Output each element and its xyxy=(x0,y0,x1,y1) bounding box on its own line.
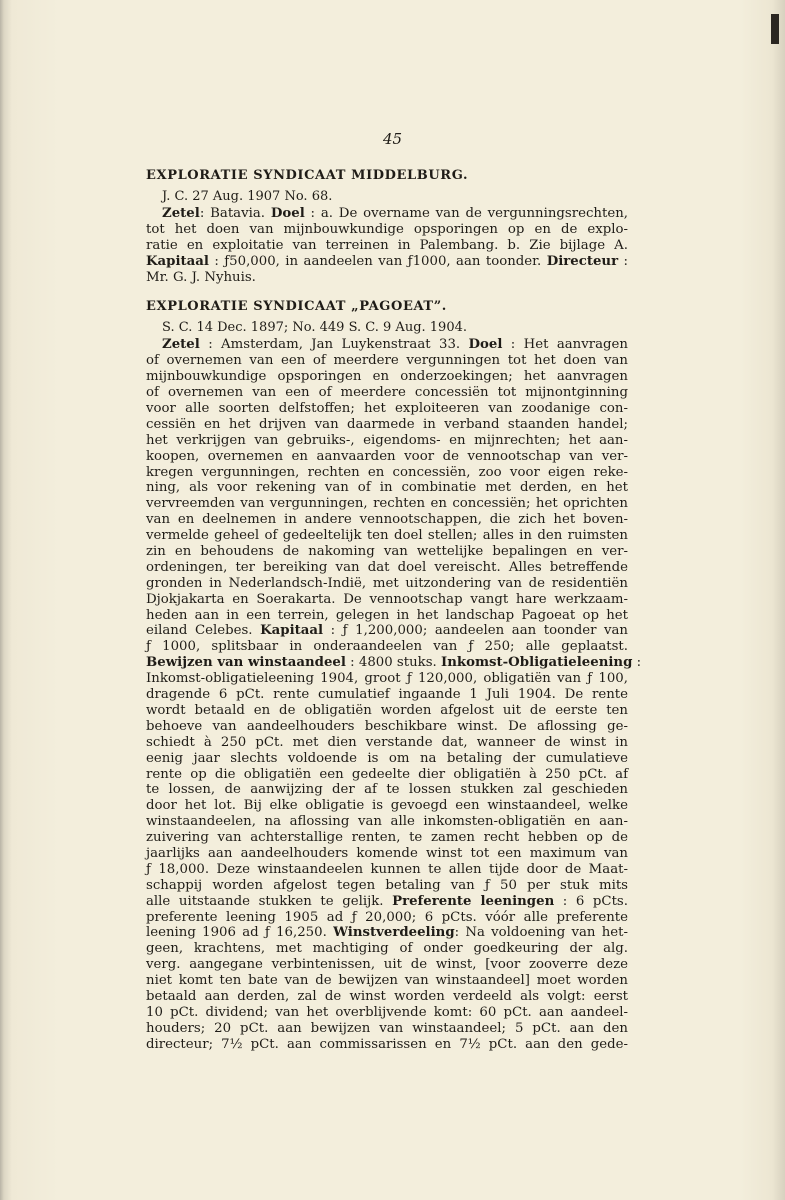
text-segment: of overnemen van een of meerdere concessiën tot mijnontginning xyxy=(146,385,628,401)
field-label: Zetel xyxy=(162,337,200,353)
text-line xyxy=(146,862,628,878)
text-segment: cessiën en het drijven van daarmede in verband staanden handel; xyxy=(146,416,628,432)
text-line xyxy=(146,1005,628,1021)
text-line xyxy=(146,846,628,862)
text-segment: rente op die obligatiën een gedeelte dier obligatiën à 250 pCt. af xyxy=(146,766,628,782)
text-line xyxy=(146,560,628,576)
text-line xyxy=(146,528,628,544)
text-line xyxy=(146,655,642,671)
text-line xyxy=(146,1021,628,1037)
text-segment: mijnbouwkundige opsporingen en onderzoekingen; het aanvragen xyxy=(146,369,628,385)
text-line xyxy=(146,925,628,941)
text-line xyxy=(146,337,628,353)
text-segment: heden aan in een terrein, gelegen in het landschap Pagoeat op het xyxy=(146,607,628,623)
text-line xyxy=(146,449,628,465)
text-line xyxy=(146,433,628,449)
text-line xyxy=(146,608,628,624)
text-segment: van en deelnemen in andere vennootschappen, die zich het boven- xyxy=(146,512,628,528)
text-segment: gronden in Nederlandsch-Indië, met uitzondering van de residentiën xyxy=(146,575,628,591)
text-segment: leening 1906 ad ƒ 16,250. xyxy=(146,925,334,941)
text-segment: ning, als voor rekening van of in combinatie met derden, en het xyxy=(146,480,628,496)
text-line xyxy=(146,401,628,417)
text-segment: schappij worden afgelost tegen betaling van ƒ 50 per stuk mits xyxy=(146,877,628,893)
text-segment: : Amsterdam, Jan Luykenstraat 33. xyxy=(199,337,469,353)
text-segment: tot het doen van mijnbouwkundige opsporingen op en de explo- xyxy=(146,221,628,237)
text-segment: kregen vergunningen, rechten en concessiën, zoo voor eigen reke- xyxy=(146,464,628,480)
text-segment: voor alle soorten delfstoffen; het exploiteeren van zoodanige con- xyxy=(146,401,628,417)
text-segment: Mr. G. J. Nyhuis. xyxy=(146,269,256,285)
text-segment: : Het aanvragen xyxy=(502,337,628,353)
text-segment: verg. aangegane verbintenissen, uit de winst, [voor zooverre deze xyxy=(146,957,628,973)
text-line xyxy=(146,639,628,655)
text-segment: : Na voldoening van het- xyxy=(454,925,628,941)
text-line xyxy=(146,369,628,385)
text-segment: : Batavia. xyxy=(199,206,271,221)
field-label: Inkomst-Obligatieleening xyxy=(441,655,633,671)
text-line xyxy=(146,814,628,830)
text-segment: schiedt à 250 pCt. met dien verstande dat, wanneer de winst in xyxy=(146,734,628,750)
text-line xyxy=(146,687,628,703)
text-segment: behoeve van aandeelhouders beschikbare winst. De aflossing ge- xyxy=(146,718,628,734)
text-segment: : a. De overname van de vergunningsrechten, xyxy=(304,206,628,221)
text-line xyxy=(146,465,628,481)
text-segment: : xyxy=(632,655,642,671)
text-segment: : ƒ 1,200,000; aandeelen aan toonder van xyxy=(323,623,628,639)
text-segment: vermelde geheel of gedeeltelijk ten doel stellen; alles in den ruimsten xyxy=(146,528,628,544)
text-segment: geen, krachtens, met machtiging of onder goedkeuring der alg. xyxy=(146,941,628,957)
text-line xyxy=(146,671,628,687)
text-line xyxy=(146,417,628,433)
text-line xyxy=(146,973,628,989)
text-segment: : xyxy=(618,253,628,269)
text-line xyxy=(146,592,628,608)
page-tab-marker xyxy=(771,14,779,44)
text-line xyxy=(146,238,628,254)
section-meta: S. C. 14 Dec. 1897; No. 449 S. C. 9 Aug. 1904. xyxy=(162,320,467,336)
text-line xyxy=(146,544,628,560)
text-line xyxy=(146,878,628,894)
text-segment: directeur; 7½ pCt. aan commissarissen en 7½ pCt. aan den gede- xyxy=(146,1036,628,1052)
text-segment: houders; 20 pCt. aan bewijzen van winstaandeel; 5 pCt. aan den xyxy=(146,1020,628,1036)
text-segment: winstaandeelen, na aflossing van alle inkomsten-obligatiën en aan- xyxy=(146,814,628,830)
text-line xyxy=(146,496,628,512)
text-segment: eiland Celebes. xyxy=(146,623,261,639)
text-segment: : 6 pCts. xyxy=(554,893,628,909)
text-line xyxy=(146,830,628,846)
text-segment: het verkrijgen van gebruiks-, eigendoms- en mijnrechten; het aan- xyxy=(146,432,628,448)
text-line xyxy=(146,353,628,369)
text-segment: zin en behoudens de nakoming van wettelijke bepalingen en ver- xyxy=(146,544,628,560)
text-segment: : 4800 stuks. xyxy=(345,655,441,671)
text-line xyxy=(146,751,628,767)
text-segment: of overnemen van een of meerdere vergunningen tot het doen van xyxy=(146,353,628,369)
text-segment: ƒ 18,000. Deze winstaandeelen kunnen te allen tijde door de Maat- xyxy=(146,861,628,877)
text-segment: vervreemden van vergunningen, rechten en concessiën; het oprichten xyxy=(146,496,628,512)
text-line xyxy=(146,941,628,957)
text-line xyxy=(146,957,628,973)
section-meta: J. C. 27 Aug. 1907 No. 68. xyxy=(162,189,333,204)
text-line xyxy=(146,254,628,270)
field-label: Winstverdeeling xyxy=(333,925,455,941)
text-segment: niet komt ten bate van de bewijzen van winstaandeel] moet worden xyxy=(146,973,628,989)
text-segment: wordt betaald en de obligatiën worden afgelost uit de eerste ten xyxy=(146,702,628,718)
field-label: Kapitaal xyxy=(146,253,209,269)
text-line xyxy=(146,989,628,1005)
text-segment: ƒ 1000, splitsbaar in onderaandeelen van ƒ 250; alle geplaatst. xyxy=(146,639,628,655)
section-body xyxy=(146,206,628,285)
section-title: EXPLORATIE SYNDICAAT „PAGOEAT”. xyxy=(146,299,447,315)
text-segment: preferente leening 1905 ad ƒ 20,000; 6 pCts. vóór alle preferente xyxy=(146,909,628,925)
field-label: Bewijzen van winstaandeel xyxy=(146,655,346,671)
text-line xyxy=(146,703,628,719)
text-segment: koopen, overnemen en aanvaarden voor de vennootschap van ver- xyxy=(146,448,628,464)
text-segment: Inkomst-obligatieleening 1904, groot ƒ 120,000, obligatiën van ƒ 100, xyxy=(146,671,628,687)
field-label: Kapitaal xyxy=(260,623,324,639)
section-title: EXPLORATIE SYNDICAAT MIDDELBURG. xyxy=(146,168,469,183)
text-segment: dragende 6 pCt. rente cumulatief ingaande 1 Juli 1904. De rente xyxy=(146,687,628,703)
text-segment: ordeningen, ter bereiking van dat doel vereischt. Alles betreffende xyxy=(146,559,628,575)
text-segment: door het lot. Bij elke obligatie is gevoegd een winstaandeel, welke xyxy=(146,798,628,814)
field-label: Directeur xyxy=(546,253,619,269)
page-number: 45 xyxy=(382,130,403,148)
text-segment: ratie en exploitatie van terreinen in Palembang. b. Zie bijlage A. xyxy=(146,237,628,253)
text-line xyxy=(146,735,628,751)
text-segment: : ƒ50,000, in aandeelen van ƒ1000, aan toonder. xyxy=(208,253,547,269)
section-body xyxy=(146,337,642,1052)
field-label: Doel xyxy=(270,206,305,221)
text-line xyxy=(146,719,628,735)
text-segment: zuivering van achterstallige renten, te zamen recht hebben op de xyxy=(146,830,628,846)
text-line xyxy=(146,767,628,783)
text-line xyxy=(146,910,628,926)
text-line xyxy=(146,385,628,401)
text-line xyxy=(146,576,628,592)
text-line xyxy=(146,798,628,814)
text-line xyxy=(146,512,628,528)
field-label: Preferente leeningen xyxy=(392,893,555,909)
text-line xyxy=(146,480,628,496)
field-label: Zetel xyxy=(162,206,200,221)
page-content xyxy=(146,168,642,1053)
text-line xyxy=(146,222,628,238)
text-line xyxy=(146,206,628,222)
text-segment: eenig jaar slechts voldoende is om na betaling der cumulatieve xyxy=(146,750,628,766)
section-middelburg xyxy=(146,168,628,285)
section-pagoeat xyxy=(146,299,642,1052)
text-line xyxy=(146,782,628,798)
text-line xyxy=(146,270,628,286)
text-segment: te lossen, de aanwijzing der af te lossen stukken zal geschieden xyxy=(146,782,628,798)
text-segment: 10 pCt. dividend; van het overblijvende komt: 60 pCt. aan aandeel- xyxy=(146,1004,628,1020)
text-line xyxy=(146,1037,628,1053)
text-line xyxy=(146,623,628,639)
field-label: Doel xyxy=(468,337,503,353)
text-segment: jaarlijks aan aandeelhouders komende winst tot een maximum van xyxy=(146,845,628,861)
text-segment: alle uitstaande stukken te gelijk. xyxy=(146,893,393,909)
text-line xyxy=(146,894,628,910)
text-segment: Djokjakarta en Soerakarta. De vennootschap vangt hare werkzaam- xyxy=(146,591,628,607)
text-segment: betaald aan derden, zal de winst worden verdeeld als volgt: eerst xyxy=(146,988,628,1004)
